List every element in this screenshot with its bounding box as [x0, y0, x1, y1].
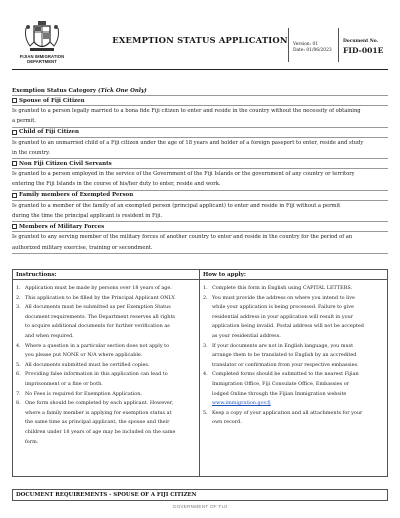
list-item-line	[203, 332, 384, 342]
list-item-text: the same time as principal applicant, the spouse and their	[25, 419, 170, 426]
list-item-text	[212, 399, 384, 409]
list-item-number	[16, 409, 25, 419]
category-description-line: Is granted to a person employed in the service of the Government of the Fiji Islands or the government of any country or territory	[12, 171, 355, 178]
list-item-number: 4.	[16, 342, 21, 349]
category-description	[12, 169, 388, 191]
category-description-line: entering the Fiji Islands in the course of his/her duty to enter, reside and work.	[12, 181, 221, 188]
version-info	[288, 28, 336, 62]
list-item-number	[16, 332, 25, 342]
form-title: EXEMPTION STATUS APPLICATION	[112, 35, 288, 45]
list-item-line	[203, 342, 384, 352]
list-item-text: while your application is being processed. Failure to give	[212, 304, 354, 311]
list-item-number: 3.	[203, 342, 208, 349]
category-checkbox[interactable]	[12, 98, 17, 103]
instructions-panel	[12, 269, 388, 477]
list-item-number	[203, 332, 212, 342]
document-number-label: Document No.	[343, 39, 379, 44]
category-description-line: authorized military exercise, training or secondment.	[12, 244, 153, 251]
list-item-line	[16, 399, 196, 409]
list-item-number: 7.	[16, 390, 21, 397]
list-item-text: Complete this form in English using CAPITAL LETTERS.	[212, 285, 353, 291]
category-title-row	[12, 96, 388, 106]
list-item-number	[16, 351, 25, 361]
list-item-text: own record.	[212, 419, 242, 426]
document-number: FID-001E	[343, 46, 384, 55]
instructions-list	[16, 284, 196, 447]
how-to-apply-list	[203, 284, 384, 428]
list-item-text: Providing false information in this application can lead to	[25, 371, 168, 378]
list-item-number	[16, 313, 25, 323]
list-item-number: 4.	[203, 371, 208, 378]
category-description-line: Is granted to a person legally married to a bona fide Fiji citizen to enter and reside in the country without the necessity of obtaining	[12, 108, 361, 114]
categories-heading-text: Exemption Status Category	[12, 88, 97, 94]
list-item-text: Application must be made by persons over 18 years of age.	[25, 285, 172, 291]
list-item-number: 2.	[16, 294, 21, 301]
category-list	[12, 96, 388, 254]
version-label: Version: 01	[293, 42, 319, 47]
category-title: Spouse of Fiji Citizen	[19, 97, 85, 104]
category-description-line: in the country.	[12, 149, 50, 156]
list-item-line	[203, 351, 384, 361]
list-item-text: No Fees is required for Exemption Application.	[25, 390, 142, 397]
list-item-text: This application to be filled by the Principal Applicant ONLY.	[25, 294, 176, 301]
categories-heading-note: (Tick One Only)	[98, 88, 147, 94]
category-checkbox[interactable]	[12, 193, 17, 198]
category-checkbox[interactable]	[12, 224, 17, 229]
list-item-number	[203, 322, 212, 332]
list-item-text: lodged Online through the Fijian Immigration website	[212, 390, 347, 397]
list-item-line	[16, 313, 196, 323]
category-title: Child of Fiji Citizen	[19, 129, 79, 136]
list-item-text: document requirements. The Department reserves all rights	[25, 313, 175, 320]
form-header	[12, 14, 388, 70]
list-item-text: form.	[25, 438, 39, 445]
list-item-line	[16, 380, 196, 390]
list-item-text: One form should be completed by each applicant. However,	[25, 400, 174, 407]
list-item-text: If your documents are not in English language, you must	[212, 342, 354, 349]
category-title: Non Fiji Citizen Civil Servants	[19, 160, 112, 167]
list-item-text: residential address in your application will result in your	[212, 313, 354, 320]
list-item-text: application being invalid. Postal address will not be accepted	[212, 323, 364, 330]
list-item-line	[203, 380, 384, 390]
list-item-number: 1.	[16, 285, 21, 291]
list-item-text: All documents must be submitted as per Exemption Status	[25, 304, 171, 311]
website-link[interactable]: www.immigration.gov.fj	[212, 400, 271, 407]
category-title-row	[12, 222, 388, 232]
list-item-line	[16, 332, 196, 342]
list-item-text: All documents submitted must be certified copies.	[25, 361, 150, 368]
list-item-number: 5.	[203, 409, 208, 416]
list-item-text: arrange them to be translated to English by an accredited	[212, 352, 357, 359]
list-item-line	[16, 418, 196, 428]
list-item-text: to acquire additional documents for further verification as	[25, 323, 170, 330]
list-item-text: and when required.	[25, 332, 74, 339]
list-item-number	[203, 390, 212, 400]
list-item-line	[203, 303, 384, 313]
category-description-line: Is granted to any serving member of the military forces of another country to enter and reside in the country for the period of an	[12, 234, 353, 241]
category-description-line: Is granted to an unmarried child of a Fiji citizen under the age of 18 years and holder of a foreign passport to enter, reside and study	[12, 139, 364, 146]
category-checkbox[interactable]	[12, 161, 17, 166]
list-item-line	[203, 418, 384, 428]
list-item-text: imprisonment or a fine or both.	[25, 380, 103, 387]
list-item-number	[16, 418, 25, 428]
list-item-number	[203, 313, 212, 323]
footer-watermark: GOVERNMENT OF FIJI	[172, 504, 228, 509]
exemption-categories	[12, 86, 388, 254]
list-item-line	[203, 409, 384, 419]
list-item-number	[16, 380, 25, 390]
list-item-line	[203, 390, 384, 400]
list-item-text: translator or confirmation from your respective embassies.	[212, 361, 359, 368]
category-title-row	[12, 191, 388, 201]
category-title-row	[12, 128, 388, 138]
list-item-number	[203, 303, 212, 313]
list-item-line	[203, 370, 384, 380]
category-description-line: during the time the principal applicant is resident in Fiji.	[12, 213, 163, 220]
list-item-text: you please put NONE or N/A where applicable.	[25, 352, 143, 359]
list-item-line	[16, 361, 196, 371]
list-item-number	[203, 418, 212, 428]
list-item-line	[16, 351, 196, 361]
category-checkbox[interactable]	[12, 130, 17, 135]
list-item-line	[16, 303, 196, 313]
category-description	[12, 138, 388, 160]
list-item-number	[203, 361, 212, 371]
list-item-line	[16, 390, 196, 400]
category-title: Family members of Exempted Person	[19, 192, 134, 199]
list-item-line	[16, 409, 196, 419]
list-item-text: as your residential address.	[212, 332, 281, 339]
list-item-number	[203, 380, 212, 390]
categories-heading	[12, 86, 388, 96]
list-item-number: 2.	[203, 294, 208, 301]
list-item-line	[203, 361, 384, 371]
category-description-line: a permit.	[12, 118, 36, 125]
list-item-number	[203, 399, 212, 409]
list-item-line	[16, 284, 196, 294]
document-number-box	[338, 28, 388, 62]
list-item-line	[203, 294, 384, 304]
list-item-line	[16, 294, 196, 304]
category-description	[12, 106, 388, 128]
list-item-line	[203, 313, 384, 323]
list-item-number: 6.	[16, 371, 21, 378]
list-item-line	[16, 342, 196, 352]
form-page	[12, 14, 388, 510]
list-item-line	[16, 322, 196, 332]
list-item-number: 3.	[16, 304, 21, 311]
list-item-number	[203, 351, 212, 361]
how-to-apply-column	[200, 270, 387, 476]
list-item-number	[16, 428, 25, 438]
list-item-line	[16, 428, 196, 438]
list-item-line	[16, 438, 196, 448]
list-item-text: Completed forms should be submitted to the nearest Fijian	[212, 371, 359, 378]
list-item-text: where a family member is applying for exemption status at	[25, 409, 172, 416]
department-name: FIJIAN IMMIGRATION DEPARTMENT	[19, 54, 65, 64]
list-item-line	[203, 284, 384, 294]
list-item-text: Keep a copy of your application and all attachments for your	[212, 409, 363, 416]
date-label: Date: 01/06/2023	[293, 47, 332, 53]
category-title: Members of Military Forces	[19, 223, 105, 230]
list-item-line	[203, 322, 384, 332]
list-item-text: Where a question in a particular section does not apply to	[25, 342, 170, 349]
list-item-number: 5.	[16, 361, 21, 368]
how-to-apply-heading: How to apply:	[200, 270, 387, 280]
list-item-line	[203, 399, 384, 409]
list-item-number	[16, 322, 25, 332]
category-title-row	[12, 159, 388, 169]
instructions-heading: Instructions:	[13, 270, 199, 280]
document-requirements-heading: DOCUMENT REQUIREMENTS - SPOUSE OF A FIJI CITIZEN	[12, 489, 388, 501]
category-description	[12, 232, 388, 254]
list-item-text: Immigration Office, Fiji Consulate Office, Embassies or	[212, 380, 349, 387]
list-item-number: 8.	[16, 400, 21, 407]
list-item-text: You must provide the address on where you intend to live	[212, 294, 355, 301]
list-item-number: 1.	[203, 285, 208, 291]
list-item-line	[16, 370, 196, 380]
instructions-column	[13, 270, 200, 476]
list-item-number	[16, 438, 25, 448]
category-description	[12, 201, 388, 223]
list-item-text: children under 18 years of age may be included on the same	[25, 428, 176, 435]
category-description-line: Is granted to a member of the family of an exempted person (principal applicant) to enter and reside in Fiji without a permit	[12, 202, 341, 209]
